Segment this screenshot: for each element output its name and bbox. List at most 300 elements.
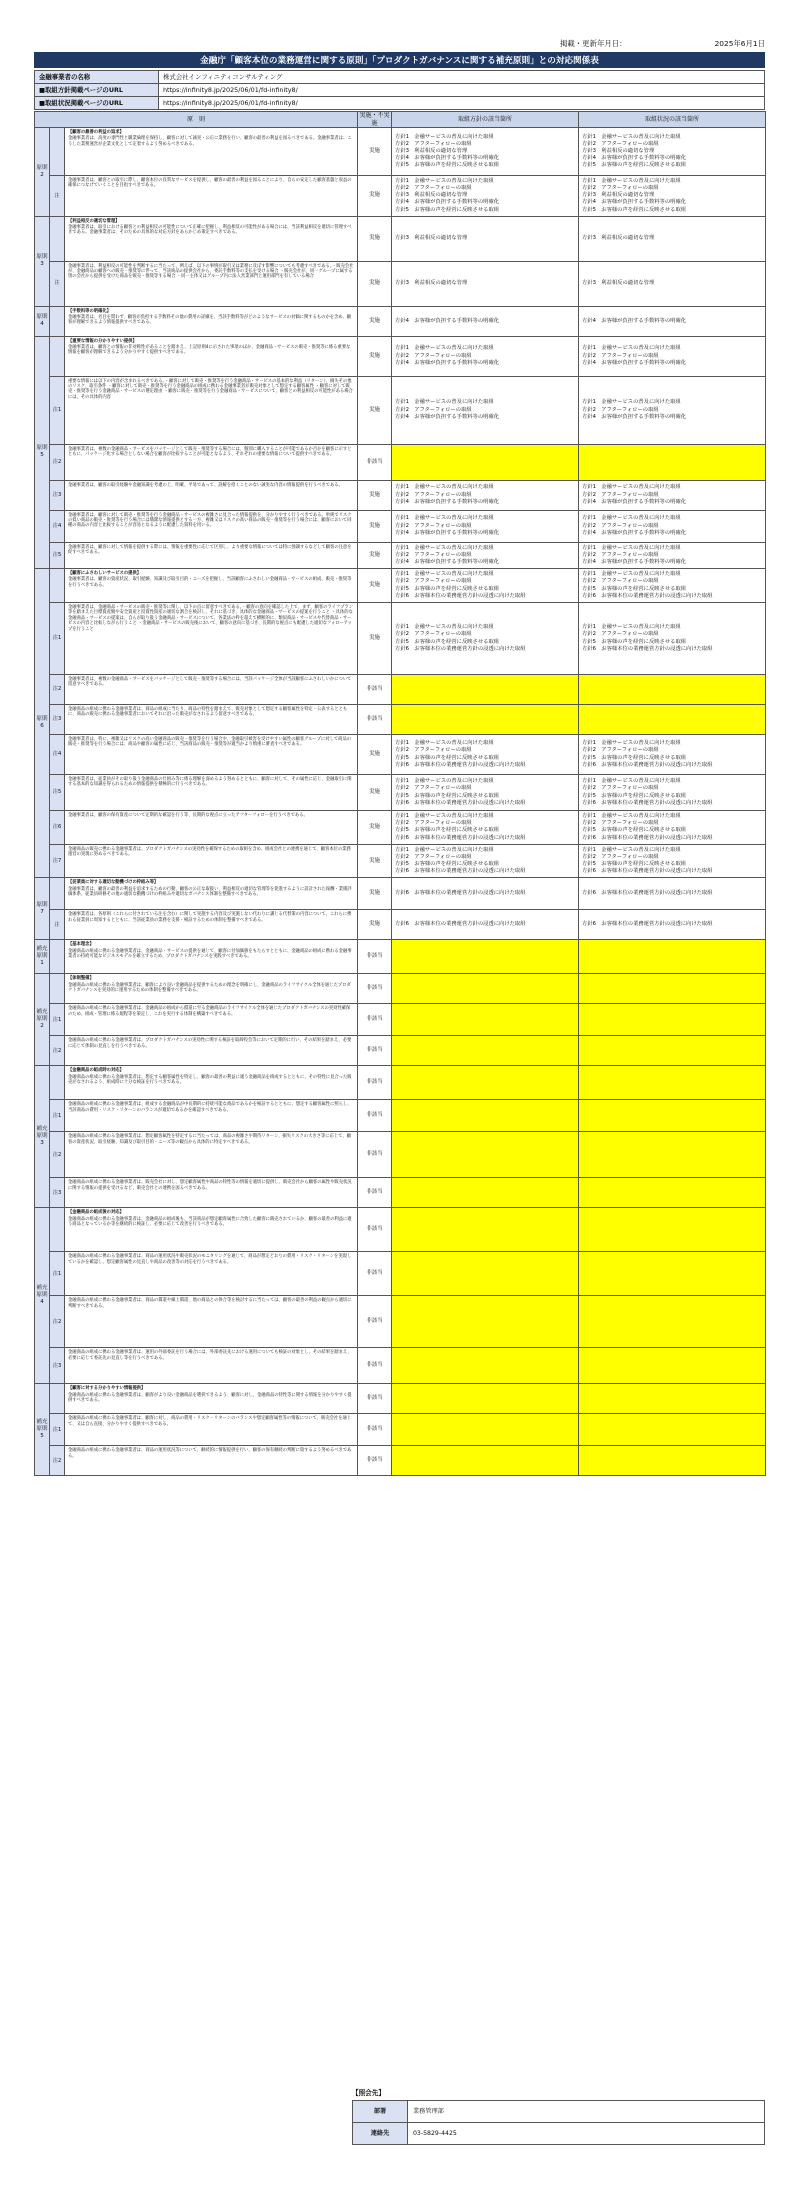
principle-text: 金融事業者は、各原則（これらに付されている注を含む）に関して実施する内容及び実施しない代わりに講じる代替策の内容について、これらに携わる従業員に周知するとともに、当該従業員の業務を支援・検証するための体制を整備すべきである。 bbox=[68, 912, 352, 923]
table-row bbox=[35, 603, 766, 675]
principle-group-label: 補充原則3 bbox=[35, 1066, 50, 1208]
principle-heading: 【利益相反の適切な管理】 bbox=[68, 218, 120, 224]
principle-heading: 【金融商品の組成時の対応】 bbox=[68, 1068, 124, 1074]
policy-item: 方針1 金融サービスの普及に向けた取組 bbox=[395, 571, 494, 578]
principle-sub-label bbox=[50, 940, 65, 974]
contact-value: 03-5829-4425 bbox=[408, 2123, 765, 2145]
status-ref-cell bbox=[579, 1036, 766, 1066]
policy-item: 方針5 お客様の声を経営に反映させる取組 bbox=[395, 638, 500, 645]
principle-heading: 【金融商品の組成後の対応】 bbox=[68, 1210, 124, 1216]
policy-ref-cell bbox=[392, 735, 579, 775]
policy-item: 方針2 アフターフォローの取組 bbox=[582, 631, 659, 638]
policy-item: 方針1 金融サービスの普及に向けた取組 bbox=[582, 484, 681, 491]
status-cell: 非該当 bbox=[358, 1414, 392, 1446]
policy-item: 方針1 金融サービスの普及に向けた取組 bbox=[395, 515, 494, 522]
policy-ref-cell bbox=[392, 1208, 579, 1252]
contact-table bbox=[352, 2100, 765, 2145]
status-cell: 非該当 bbox=[358, 1100, 392, 1132]
principle-description bbox=[65, 1296, 358, 1348]
col-status-ref: 取組状況の該当箇所 bbox=[579, 112, 766, 128]
principle-sub-label: 注2 bbox=[50, 1446, 65, 1476]
col-policy: 取組方針の該当箇所 bbox=[392, 112, 579, 128]
policy-ref-cell bbox=[392, 675, 579, 705]
status-cell: 実施 bbox=[358, 844, 392, 878]
status-cell: 実施 bbox=[358, 336, 392, 376]
status-cell: 非該当 bbox=[358, 1208, 392, 1252]
status-cell: 非該当 bbox=[358, 1036, 392, 1066]
principle-sub-label: 注2 bbox=[50, 444, 65, 480]
policy-item: 方針3 利益相反の適切な管理 bbox=[582, 280, 655, 287]
contact-section bbox=[352, 2087, 765, 2145]
principle-text: 金融事業者は、複数の金融商品・サービスをパッケージとして販売・推奨等する場合には、当該パッケージ全体が当該顧客にふさわしいかについて留意すべきである。 bbox=[68, 677, 352, 688]
policy-ref-cell bbox=[392, 940, 579, 974]
status-cell: 実施 bbox=[358, 735, 392, 775]
policy-item: 方針1 金融サービスの普及に向けた取組 bbox=[582, 178, 681, 184]
principle-description bbox=[65, 128, 358, 176]
principle-text: 金融商品の組成に携わる金融事業者は、商品の償還や繰上償還、他の商品との併合等を検討するに当たっては、顧客の最善の利益の観点から適切に判断すべきである。 bbox=[68, 1298, 352, 1309]
table-row bbox=[35, 775, 766, 811]
policy-ref-cell bbox=[392, 1066, 579, 1100]
policy-item: 方針5 お客様の声を経営に反映させる取組 bbox=[582, 827, 687, 834]
policy-item: 方針1 金融サービスの普及に向けた取組 bbox=[582, 813, 681, 820]
table-row bbox=[35, 1036, 766, 1066]
policy-item: 方針6 お客様本位の業務運営方針の浸透に向けた取組 bbox=[582, 761, 713, 768]
table-row bbox=[35, 336, 766, 376]
policy-item: 方針1 金融サービスの普及に向けた取組 bbox=[582, 846, 681, 853]
policy-item: 方針1 金融サービスの普及に向けた取組 bbox=[582, 515, 681, 522]
principle-sub-label: 注1 bbox=[50, 1100, 65, 1132]
policy-ref-cell bbox=[392, 569, 579, 603]
policy-item: 方針2 アフターフォローの取組 bbox=[395, 631, 472, 638]
status-ref-cell bbox=[579, 1348, 766, 1384]
status-cell: 非該当 bbox=[358, 444, 392, 480]
table-row bbox=[35, 705, 766, 735]
policy-item: 方針4 お客様が負担する手数料等の明確化 bbox=[395, 199, 500, 206]
policy-item: 方針6 お客様本位の業務運営方針の浸透に向けた取組 bbox=[395, 799, 526, 806]
policy-ref-cell bbox=[392, 444, 579, 480]
principle-sub-label bbox=[50, 216, 65, 261]
policy-item: 方針2 アフターフォローの取組 bbox=[395, 406, 472, 413]
policy-ref-cell bbox=[392, 775, 579, 811]
policy-ref-cell bbox=[392, 1384, 579, 1414]
principle-description bbox=[65, 811, 358, 845]
table-header-row bbox=[35, 112, 766, 128]
status-cell: 実施 bbox=[358, 569, 392, 603]
status-ref-cell bbox=[579, 1252, 766, 1296]
policy-item: 方針6 お客様本位の業務運営方針の浸透に向けた取組 bbox=[395, 834, 526, 841]
policy-item: 方針4 お客様が負担する手数料等の明確化 bbox=[395, 498, 500, 505]
policy-item: 方針5 お客様の声を経営に反映させる取組 bbox=[395, 792, 500, 799]
policy-ref-cell bbox=[392, 910, 579, 940]
status-ref-cell bbox=[579, 675, 766, 705]
principle-description bbox=[65, 216, 358, 261]
policy-ref-cell bbox=[392, 811, 579, 845]
status-ref-cell bbox=[579, 1208, 766, 1252]
table-row bbox=[35, 735, 766, 775]
policy-ref-cell bbox=[392, 1036, 579, 1066]
policy-item: 方針5 お客様の声を経営に反映させる取組 bbox=[582, 585, 687, 592]
contact-section-label: 【照会先】 bbox=[352, 2089, 385, 2097]
principle-group-label: 原則6 bbox=[35, 569, 50, 878]
principle-group-label: 補充原則1 bbox=[35, 940, 50, 974]
principle-text: 金融事業者は、顧客に対して販売・推奨等を行う金融商品・サービスの複雑さに見合った情報提供を、分かりやすく行うべきである。単純でリスクの低い商品の販売・推奨等を行う場合には簡潔な情報提供とする一方、複雑又はリスクの高い商品の販売・推奨等を行う場合には、顧客において同種の商品の内容と比較することが容易となるように配慮した資料を用いる。 bbox=[68, 512, 352, 529]
policy-item: 方針1 金融サービスの普及に向けた取組 bbox=[395, 178, 494, 184]
policy-item: 方針5 お客様の声を経営に反映させる取組 bbox=[395, 827, 500, 834]
policy-item: 方針3 利益相反の適切な管理 bbox=[582, 192, 655, 199]
col-principle: 原 則 bbox=[35, 112, 358, 128]
status-cell: 実施 bbox=[358, 542, 392, 568]
policy-item: 方針4 お客様が負担する手数料等の明確化 bbox=[395, 155, 500, 162]
principle-sub-label: 注1 bbox=[50, 1252, 65, 1296]
policy-item: 方針5 お客様の声を経営に反映させる取組 bbox=[395, 206, 500, 213]
policy-item: 方針2 アフターフォローの取組 bbox=[395, 578, 472, 585]
principle-text: 金融商品の組成に携わる金融事業者は、金融商品の組成から償還に至る金融商品のライフサイクル全体を通じたプロダクトガバナンスの実効性確保のため、組成・管理に係る規程等を策定し、これを実行する体制を構築すべきである。 bbox=[68, 1006, 351, 1017]
principle-group-label: 原則5 bbox=[35, 336, 50, 568]
policy-item: 方針6 お客様本位の業務運営方針の浸透に向けた取組 bbox=[395, 761, 526, 768]
policy-item: 方針1 金融サービスの普及に向けた取組 bbox=[395, 846, 494, 853]
principles-table bbox=[34, 111, 766, 1476]
principle-sub-label bbox=[50, 974, 65, 1004]
principle-text: 金融商品の組成に携わる金融事業者は、商品の運用状況等について、継続的に情報提供を行い、顧客の保有継続の判断に資するよう努めるべきである。 bbox=[68, 1448, 352, 1459]
policy-url-link[interactable]: https://infinity8.jp/2025/06/01/fd-infinity8/ bbox=[159, 84, 765, 97]
company-info-table bbox=[34, 70, 765, 110]
table-row bbox=[35, 811, 766, 845]
status-ref-cell bbox=[579, 376, 766, 444]
policy-item: 方針4 お客様が負担する手数料等の明確化 bbox=[582, 529, 687, 536]
status-ref-cell bbox=[579, 306, 766, 336]
status-ref-cell bbox=[579, 910, 766, 940]
principle-sub-label bbox=[50, 1208, 65, 1252]
policy-item: 方針1 金融サービスの普及に向けた取組 bbox=[582, 624, 681, 631]
principle-text: 金融事業者は、顧客の保有資産について定期的な確認を行う等、長期的な視点に立ったアフターフォローを行うべきである。 bbox=[68, 813, 308, 819]
principle-sub-label: 注3 bbox=[50, 1178, 65, 1208]
policy-item: 方針4 お客様が負担する手数料等の明確化 bbox=[395, 529, 500, 536]
table-row bbox=[35, 1208, 766, 1252]
policy-ref-cell bbox=[392, 480, 579, 510]
principle-sub-label: 注1 bbox=[50, 1004, 65, 1036]
policy-ref-cell bbox=[392, 1132, 579, 1178]
policy-item: 方針1 金融サービスの普及に向けた取組 bbox=[395, 778, 494, 785]
principle-sub-label: 注 bbox=[50, 261, 65, 306]
status-ref-cell bbox=[579, 542, 766, 568]
table-row bbox=[35, 878, 766, 910]
status-ref-cell bbox=[579, 1132, 766, 1178]
principle-heading: 【重要な情報の分かりやすい提供】 bbox=[68, 338, 137, 344]
policy-item: 方針5 お客様の声を経営に反映させる取組 bbox=[582, 206, 687, 213]
principle-description bbox=[65, 1066, 358, 1100]
table-row bbox=[35, 1384, 766, 1414]
principle-sub-label: 注2 bbox=[50, 1296, 65, 1348]
status-url-label: ■取組状況掲載ページのURL bbox=[35, 97, 159, 110]
policy-item: 方針2 アフターフォローの取組 bbox=[582, 747, 659, 754]
status-cell: 実施 bbox=[358, 216, 392, 261]
policy-item: 方針6 お客様本位の業務運営方針の浸透に向けた取組 bbox=[395, 921, 526, 928]
policy-item: 方針2 アフターフォローの取組 bbox=[582, 185, 659, 192]
status-ref-cell bbox=[579, 1004, 766, 1036]
policy-item: 方針1 金融サービスの普及に向けた取組 bbox=[395, 399, 494, 406]
policy-ref-cell bbox=[392, 306, 579, 336]
principle-text: 金融商品の組成に携わる金融事業者は、販売会社に対し、想定顧客属性や商品の特性等の情報を適切に提供し、販売会社から顧客の属性や販売状況に関する情報の提供を受けるなど、販売会社との連携を図るべきである。 bbox=[68, 1180, 352, 1191]
table-row bbox=[35, 480, 766, 510]
company-name-value: 株式会社インフィニティコンサルティング bbox=[159, 71, 765, 84]
dept-row bbox=[353, 2101, 765, 2123]
policy-ref-cell bbox=[392, 1446, 579, 1476]
principle-description bbox=[65, 844, 358, 878]
policy-ref-cell bbox=[392, 376, 579, 444]
policy-ref-cell bbox=[392, 1348, 579, 1384]
status-ref-cell bbox=[579, 444, 766, 480]
status-ref-cell bbox=[579, 261, 766, 306]
status-ref-cell bbox=[579, 1384, 766, 1414]
table-row bbox=[35, 940, 766, 974]
principle-group-label: 原則2 bbox=[35, 128, 50, 217]
policy-item: 方針3 利益相反の適切な管理 bbox=[395, 147, 468, 154]
status-ref-cell bbox=[579, 216, 766, 261]
policy-item: 方針4 お客様が負担する手数料等の明確化 bbox=[395, 359, 500, 366]
principle-description bbox=[65, 1384, 358, 1414]
principle-text: 金融商品の組成に携わる金融事業者は、想定顧客属性を特定するに当たっては、商品の複雑さや期待リターン、損失リスクの大きさ等に応じて、顧客の資産状況、取引経験、知識及び取引目的・ニーズ等の観点から具体的に特定すべきである。 bbox=[68, 1134, 351, 1145]
table-row bbox=[35, 1296, 766, 1348]
table-row bbox=[35, 844, 766, 878]
principle-description bbox=[65, 940, 358, 974]
status-cell: 非該当 bbox=[358, 1004, 392, 1036]
status-ref-cell bbox=[579, 1178, 766, 1208]
policy-item: 方針5 お客様の声を経営に反映させる取組 bbox=[395, 754, 500, 761]
principle-description bbox=[65, 1348, 358, 1384]
principle-sub-label: 注1 bbox=[50, 1414, 65, 1446]
status-ref-cell bbox=[579, 1296, 766, 1348]
principle-text: 金融事業者は、複数の金融商品・サービスをパッケージとして販売・推奨等する場合には、個別に購入することが可能であるか否かを顧客に示すとともに、パッケージ化する場合としない場合を顧客が比較することが可能となるよう、それぞれの重要な情報について提供すべきである。 bbox=[68, 446, 352, 458]
principle-sub-label: 注1 bbox=[50, 376, 65, 444]
policy-ref-cell bbox=[392, 128, 579, 176]
principle-group-label: 原則3 bbox=[35, 216, 50, 306]
policy-item: 方針6 お客様本位の業務運営方針の浸透に向けた取組 bbox=[582, 921, 713, 928]
table-row bbox=[35, 1446, 766, 1476]
table-row bbox=[35, 1004, 766, 1036]
principle-description bbox=[65, 1178, 358, 1208]
table-row bbox=[35, 569, 766, 603]
published-date: 2025年6月1日 bbox=[714, 39, 765, 48]
policy-ref-cell bbox=[392, 1178, 579, 1208]
principle-text: 金融事業者は、従業員がその取り扱う金融商品の仕組み等に係る理解を深めるよう努めるとともに、顧客に対して、その属性に応じ、金融取引に関する基本的な知識を得られるための情報提供を積極的に行うべきである。 bbox=[68, 777, 352, 788]
status-cell: 非該当 bbox=[358, 1348, 392, 1384]
principle-description bbox=[65, 775, 358, 811]
table-row bbox=[35, 542, 766, 568]
policy-item: 方針1 金融サービスの普及に向けた取組 bbox=[582, 571, 681, 578]
policy-item: 方針2 アフターフォローの取組 bbox=[582, 352, 659, 359]
table-row bbox=[35, 128, 766, 176]
policy-item: 方針2 アフターフォローの取組 bbox=[582, 578, 659, 585]
table-row bbox=[35, 910, 766, 940]
policy-item: 方針6 お客様本位の業務運営方針の浸透に向けた取組 bbox=[582, 868, 713, 875]
policy-ref-cell bbox=[392, 1004, 579, 1036]
principle-text: 金融商品の組成に携わる金融事業者は、プロダクトガバナンスの実効性に関する検証を取締役会等において定期的に行い、その結果を踏まえ、必要に応じて体制の見直しを行うべきである。 bbox=[68, 1038, 352, 1049]
table-row bbox=[35, 216, 766, 261]
status-cell: 実施 bbox=[358, 176, 392, 217]
policy-item: 方針5 お客様の声を経営に反映させる取組 bbox=[395, 860, 500, 867]
principle-description bbox=[65, 735, 358, 775]
principle-text: 金融事業者は、取引における顧客との利益相反の可能性について正確に把握し、利益相反の可能性がある場合には、当該利益相反を適切に管理すべきである。金融事業者は、そのための具体的な対応方針をあらかじめ策定すべきである。 bbox=[68, 225, 352, 236]
col-status: 実施・不実施 bbox=[359, 112, 390, 127]
status-cell: 非該当 bbox=[358, 705, 392, 735]
principle-sub-label: 注7 bbox=[50, 844, 65, 878]
status-cell: 非該当 bbox=[358, 1446, 392, 1476]
status-cell: 実施 bbox=[358, 811, 392, 845]
principle-sub-label bbox=[50, 1384, 65, 1414]
principle-text: 金融事業者は、利益相反の可能性を判断するに当たって、例えば、以下の事情が取引又は業務に及ぼす影響についても考慮すべきである。・販売会社が、金融商品の顧客への販売・推奨等に伴って、当該商品の提供会社から、委託手数料等の支払を受ける場合 ・販売会社が、同一グループに属する別の会社から提供を受けた商品を販売・推奨等する場合 ・同一主体又はグループ内に法人営業部門と運用部門を有している場合 bbox=[68, 263, 354, 280]
principle-text: 金融事業者は、金融商品・サービスの販売・推奨等に関し、以下の点に留意すべきである。・顧客の意向を確認した上で、まず、顧客のライフプラン等を踏まえた目標資産額や安全資産と投資性資産の適切な割合を検討し、それに基づき、具体的な金融商品・サービスの提案を行うこと ・具体的な金融商品・サービスの提案は、自らが取り扱う金融商品・サービスについて、各業法の枠を超えて横断的に、類似商品・サービスや代替商品・サービスの内容と比較しながら行うこと ・金融商品・サービスの販売後において、顧客の意向に基づき、長期的な視点にも配慮した適切なフォローアップを行うこと bbox=[68, 605, 353, 632]
policy-item: 方針2 アフターフォローの取組 bbox=[582, 406, 659, 413]
principle-sub-label bbox=[50, 1066, 65, 1100]
policy-item: 方針6 お客様本位の業務運営方針の浸透に向けた取組 bbox=[582, 645, 713, 652]
table-row bbox=[35, 510, 766, 542]
status-ref-cell bbox=[579, 510, 766, 542]
policy-item: 方針4 お客様が負担する手数料等の明確化 bbox=[582, 413, 687, 420]
table-row bbox=[35, 444, 766, 480]
policy-ref-cell bbox=[392, 1100, 579, 1132]
status-url-link[interactable]: https://infinity8.jp/2025/06/01/fd-infinity8/ bbox=[159, 97, 765, 110]
principle-description bbox=[65, 542, 358, 568]
principle-text: 金融商品の組成に携わる金融事業者は、組成する金融商品が中長期的に持続可能な商品であるかを検証するとともに、想定する顧客属性に照らし、当該商品の費用・リスク・リターンのバランスが適切であるかを確認すべきである。 bbox=[68, 1102, 352, 1113]
principle-description bbox=[65, 603, 358, 675]
table-row bbox=[35, 176, 766, 217]
principle-group-label: 補充原則4 bbox=[35, 1208, 50, 1384]
status-ref-cell bbox=[579, 128, 766, 176]
policy-item: 方針2 アフターフォローの取組 bbox=[395, 185, 472, 192]
status-cell: 実施 bbox=[358, 775, 392, 811]
status-ref-cell bbox=[579, 775, 766, 811]
policy-item: 方針1 金融サービスの普及に向けた取組 bbox=[395, 624, 494, 631]
principle-sub-label: 注2 bbox=[50, 1132, 65, 1178]
dept-label: 部署 bbox=[353, 2101, 408, 2123]
principle-description bbox=[65, 376, 358, 444]
company-row bbox=[35, 71, 765, 84]
principle-text: 金融商品の組成に携わる金融事業者は、運用の外部委託を行う場合には、外部委託先における運用についても検証の対象とし、その結果を踏まえ、必要に応じて委託先の見直し等を行うべきである。 bbox=[68, 1350, 352, 1361]
policy-ref-cell bbox=[392, 705, 579, 735]
policy-item: 方針4 お客様が負担する手数料等の明確化 bbox=[582, 558, 687, 565]
table-row bbox=[35, 974, 766, 1004]
principle-sub-label bbox=[50, 878, 65, 910]
policy-item: 方針4 お客様が負担する手数料等の明確化 bbox=[582, 359, 687, 366]
principle-group-label: 補充原則5 bbox=[35, 1384, 50, 1476]
policy-item: 方針1 金融サービスの普及に向けた取組 bbox=[395, 813, 494, 820]
status-cell: 実施 bbox=[358, 510, 392, 542]
company-name-label: 金融事業者の名称 bbox=[35, 71, 159, 84]
principle-heading: 【顧客に対する分かりやすい情報提供】 bbox=[68, 1386, 146, 1392]
policy-ref-cell bbox=[392, 176, 579, 217]
status-cell: 非該当 bbox=[358, 1178, 392, 1208]
principle-sub-label: 注3 bbox=[50, 705, 65, 735]
principle-description bbox=[65, 910, 358, 940]
principle-description bbox=[65, 974, 358, 1004]
principle-sub-label bbox=[50, 336, 65, 376]
principle-heading: 【従業員に対する適切な動機づけの枠組み等】 bbox=[68, 880, 159, 886]
policy-url-label: ■取組方針掲載ページのURL bbox=[35, 84, 159, 97]
status-cell: 非該当 bbox=[358, 675, 392, 705]
policy-item: 方針1 金融サービスの普及に向けた取組 bbox=[395, 740, 494, 747]
publication-date bbox=[560, 38, 765, 49]
policy-ref-cell bbox=[392, 542, 579, 568]
contact-row bbox=[353, 2123, 765, 2145]
table-row bbox=[35, 1100, 766, 1132]
status-ref-cell bbox=[579, 940, 766, 974]
principle-text: 金融商品の組成に携わる金融事業者は、商品の組成に当たり、商品の特性を踏まえて、販売対象として想定する顧客属性を特定・公表するとともに、商品の販売に携わる金融事業者においてそれに沿った販売がなされるよう留意すべきである。 bbox=[68, 707, 348, 718]
principle-sub-label bbox=[50, 306, 65, 336]
principle-description bbox=[65, 306, 358, 336]
policy-item: 方針2 アフターフォローの取組 bbox=[395, 522, 472, 529]
status-cell: 実施 bbox=[358, 603, 392, 675]
principle-text: 金融事業者は、顧客の最善の利益を追求するための行動、顧客の公正な取扱い、利益相反の適切な管理等を促進するように設計された報酬・業績評価体系、従業員研修その他の適切な動機づけの枠組みや適切なガバナンス体制を整備すべきである。 bbox=[68, 886, 352, 897]
status-ref-cell bbox=[579, 844, 766, 878]
status-ref-cell bbox=[579, 1066, 766, 1100]
status-cell: 実施 bbox=[358, 128, 392, 176]
principle-text: 金融事業者は、高度の専門性と職業倫理を保持し、顧客に対して誠実・公正に業務を行い、顧客の最善の利益を図るべきである。金融事業者は、こうした業務運営が企業文化として定着するよう努めるべきである。 bbox=[68, 136, 352, 147]
policy-item: 方針1 金融サービスの普及に向けた取組 bbox=[582, 399, 681, 406]
principle-description bbox=[65, 510, 358, 542]
dept-value: 業務管理部 bbox=[408, 2101, 765, 2123]
principle-description bbox=[65, 1100, 358, 1132]
status-ref-cell bbox=[579, 1446, 766, 1476]
principle-sub-label: 注3 bbox=[50, 1348, 65, 1384]
status-cell: 非該当 bbox=[358, 940, 392, 974]
principle-text: 重要な情報には以下の内容が含まれるべきである。・顧客に対して販売・推奨等を行う金融商品・サービスの基本的な利益（リターン）、損失その他のリスク、取引条件 ・顧客に対して販売・推奨等を行う金融商品の組成に携わる金融事業者が販売対象として想定する顧客属性 ・顧客に対して販売・推奨等を行う金融商品・サービスの選定理由 ・顧客に販売・推奨等を行う金融商品・サービスについて、顧客との利益相反の可能性がある場合には、その具体的内容 bbox=[68, 378, 353, 400]
principle-description bbox=[65, 261, 358, 306]
principle-text: 金融事業者は、顧客の資産状況、取引経験、知識及び取引目的・ニーズを把握し、当該顧客にふさわしい金融商品・サービスの組成、販売・推奨等を行うべきである。 bbox=[68, 577, 352, 588]
status-cell: 実施 bbox=[358, 376, 392, 444]
principle-group-label: 原則4 bbox=[35, 306, 50, 336]
principle-sub-label: 注 bbox=[50, 176, 65, 217]
status-ref-cell bbox=[579, 878, 766, 910]
policy-item: 方針2 アフターフォローの取組 bbox=[395, 140, 472, 147]
policy-url-row bbox=[35, 84, 765, 97]
status-ref-cell bbox=[579, 1100, 766, 1132]
principle-description bbox=[65, 176, 358, 217]
policy-item: 方針5 お客様の声を経営に反映させる取組 bbox=[582, 860, 687, 867]
policy-item: 方針5 お客様の声を経営に反映させる取組 bbox=[582, 638, 687, 645]
table-row bbox=[35, 1132, 766, 1178]
table-row bbox=[35, 1066, 766, 1100]
policy-item: 方針4 お客様が負担する手数料等の明確化 bbox=[582, 498, 687, 505]
principle-description bbox=[65, 1036, 358, 1066]
policy-item: 方針1 金融サービスの普及に向けた取組 bbox=[395, 544, 494, 551]
principle-sub-label: 注5 bbox=[50, 775, 65, 811]
policy-item: 方針1 金融サービスの普及に向けた取組 bbox=[582, 778, 681, 785]
principle-sub-label: 注4 bbox=[50, 735, 65, 775]
table-row bbox=[35, 376, 766, 444]
principle-description bbox=[65, 1446, 358, 1476]
policy-item: 方針2 アフターフォローの取組 bbox=[582, 853, 659, 860]
status-ref-cell bbox=[579, 1414, 766, 1446]
policy-item: 方針1 金融サービスの普及に向けた取組 bbox=[395, 345, 494, 352]
policy-item: 方針3 利益相反の適切な管理 bbox=[582, 235, 655, 242]
published-label: 掲載・更新年月日： bbox=[560, 39, 627, 48]
principle-sub-label: 注4 bbox=[50, 510, 65, 542]
status-cell: 非該当 bbox=[358, 1132, 392, 1178]
policy-item: 方針4 お客様が負担する手数料等の明確化 bbox=[395, 317, 500, 324]
policy-item: 方針1 金融サービスの普及に向けた取組 bbox=[395, 484, 494, 491]
policy-item: 方針3 利益相反の適切な管理 bbox=[395, 235, 468, 242]
policy-item: 方針2 アフターフォローの取組 bbox=[395, 747, 472, 754]
principle-sub-label: 注5 bbox=[50, 542, 65, 568]
principle-text: 金融商品の組成に携わる金融事業者は、金融商品の組成後も、当該商品が想定顧客属性に合致した顧客に販売されているか、顧客の最善の利益に適う商品となっているか等を継続的に検証し、必要に応じて改善を行うべきである。 bbox=[68, 1216, 352, 1227]
principle-text: 金融事業者は、名目を問わず、顧客が負担する手数料その他の費用の詳細を、当該手数料等がどのようなサービスの対価に関するものかを含め、顧客が理解できるよう情報提供すべきである。 bbox=[68, 315, 352, 326]
policy-item: 方針6 お客様本位の業務運営方針の浸透に向けた取組 bbox=[582, 890, 713, 897]
principle-sub-label: 注1 bbox=[50, 603, 65, 675]
policy-item: 方針4 お客様が負担する手数料等の明確化 bbox=[395, 413, 500, 420]
status-url-row bbox=[35, 97, 765, 110]
principle-description bbox=[65, 1004, 358, 1036]
policy-ref-cell bbox=[392, 1252, 579, 1296]
